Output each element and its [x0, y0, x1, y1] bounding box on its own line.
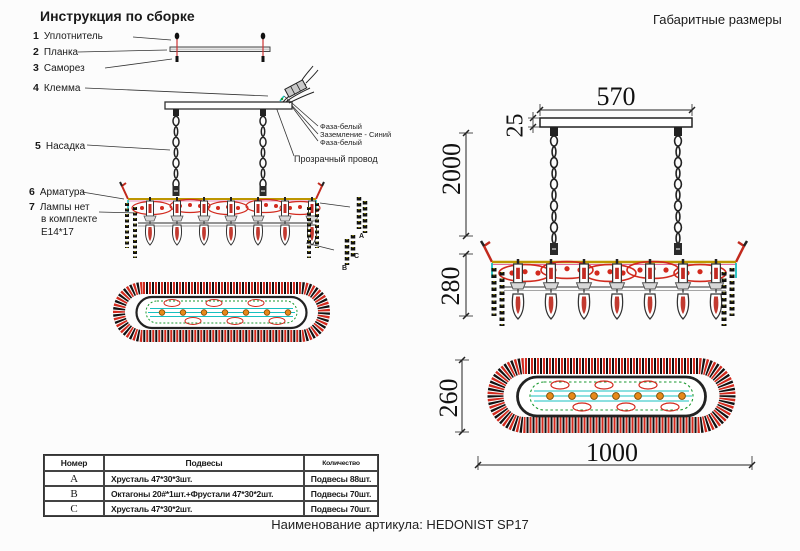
table-header-qty: Количество — [304, 455, 378, 471]
table-row-b-number: В — [44, 486, 104, 501]
part-number: 2 — [33, 46, 39, 58]
part-label: Уплотнитель — [43, 31, 103, 42]
table-row-a-qty: Подвесы 88шт. — [304, 471, 378, 486]
wire-label-transparent: Прозрачный провод — [294, 154, 378, 164]
strand-label-c: С — [354, 253, 360, 260]
strand-label-a: А — [359, 233, 365, 240]
part-item-3 — [33, 62, 85, 74]
dim-body-width: 1000 — [586, 438, 638, 467]
dim-body-depth: 260 — [434, 378, 463, 418]
part-item-4 — [33, 82, 80, 94]
pendants-table — [43, 454, 379, 517]
table-row-c-pendants: Хрусталь 47*30*2шт. — [104, 501, 304, 516]
dim-body-height: 280 — [436, 266, 465, 306]
part-label: Клемма — [43, 83, 81, 94]
part-number: 6 — [29, 186, 35, 198]
part-item-7-line2: в комплекте — [41, 214, 98, 225]
dim-chain-left — [550, 127, 558, 255]
dimension-drawing — [455, 104, 755, 470]
table-row-c-number: С — [44, 501, 104, 516]
part-item-7-line3: Е14*17 — [41, 227, 74, 238]
part-number: 4 — [33, 82, 39, 94]
part-number: 3 — [33, 62, 39, 74]
dim-25-lines — [528, 112, 541, 133]
dim-fixture-side-view — [481, 241, 747, 326]
table-header-pendants: Подвесы — [104, 455, 304, 471]
screw-piece — [176, 56, 179, 62]
canopy-plate — [165, 102, 292, 109]
article-name: Наименование артикула: HEDONIST SP17 — [271, 517, 529, 532]
seal-piece — [175, 33, 180, 40]
part-item-2 — [33, 46, 78, 58]
canopy-plate-dim — [540, 118, 692, 127]
page-title-right: Габаритные размеры — [653, 12, 782, 27]
wire-label-phase-top: Фаза-белый — [320, 122, 362, 131]
fixture-side-view — [120, 182, 324, 258]
wire-label-ground: Заземление - Синий — [320, 130, 392, 139]
part-item-1 — [33, 30, 103, 42]
table-row-a-number: А — [44, 471, 104, 486]
table-row-b-qty: Подвесы 70шт. — [304, 486, 378, 501]
part-item-5 — [35, 140, 85, 152]
part-label: Арматура — [39, 187, 85, 198]
part-label: Лампы нет — [39, 202, 90, 213]
dim-suspension-length: 2000 — [437, 143, 466, 195]
part-label: Планка — [43, 47, 79, 58]
terminal-block — [285, 80, 307, 97]
part-label: Насадка — [45, 141, 86, 152]
wire-label-phase-bottom: Фаза-белый — [320, 138, 362, 147]
part-number: 5 — [35, 140, 41, 152]
top-view-right — [496, 366, 728, 425]
assembly-diagram — [119, 66, 365, 336]
page-title-left: Инструкция по сборке — [40, 8, 195, 24]
dim-chain-right — [674, 127, 682, 255]
table-row-a-pendants: Хрусталь 47*30*3шт. — [104, 471, 304, 486]
dim-canopy-width: 570 — [596, 82, 636, 111]
table-row-c-qty: Подвесы 70шт. — [304, 501, 378, 516]
chain-left — [173, 109, 180, 196]
dim-canopy-thickness: 25 — [502, 113, 529, 138]
part-item-6 — [29, 186, 85, 198]
part-label: Саморез — [43, 63, 85, 74]
part-number: 1 — [33, 30, 39, 42]
top-view-left — [119, 288, 324, 336]
part-item-7 — [29, 201, 90, 213]
exploded-mount-detail — [170, 33, 270, 62]
part-number: 7 — [29, 201, 35, 213]
table-row-b-pendants: Октагоны 20#*1шт.+Фрустали 47*30*2шт. — [104, 486, 304, 501]
strand-label-b: В — [342, 265, 348, 272]
table-header-number: Номер — [44, 455, 104, 471]
chain-right — [260, 109, 267, 196]
